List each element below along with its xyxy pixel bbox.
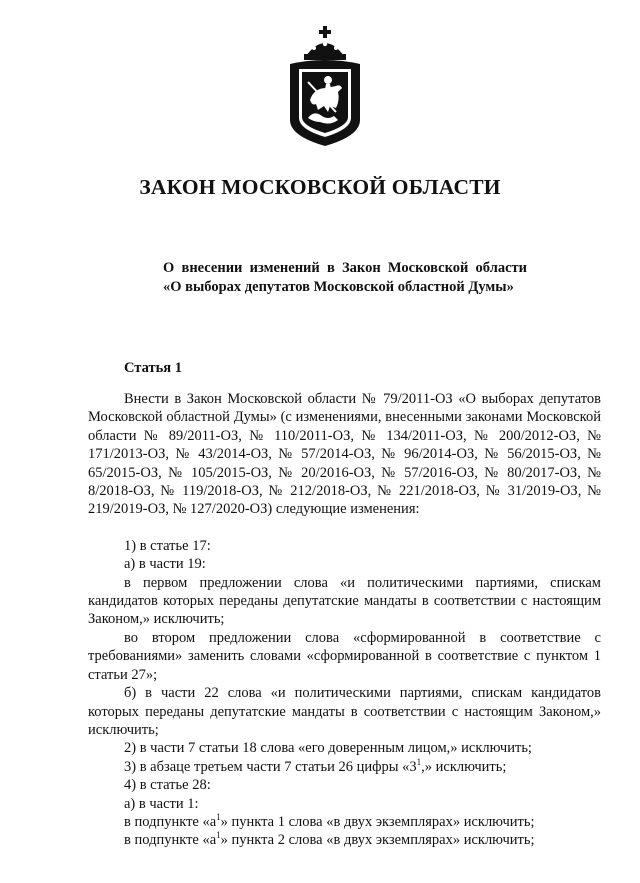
list-item: а) в части 19: <box>124 556 206 573</box>
text-segment: » пункта 2 слова «в двух экземплярах» исключить; <box>220 832 535 849</box>
superscript: 1 <box>416 756 422 767</box>
article-heading: Статья 1 <box>124 360 182 376</box>
list-item: во втором предложении слова «сформированной в соответствие с требованиями» заменить словами «сформированной в соответствие с пунктом 1 статьи 27»; <box>88 629 601 683</box>
superscript: 1 <box>216 812 221 823</box>
text-segment: 3) в абзаце третьем части 7 статьи 26 цифры «3 <box>124 758 417 775</box>
list-item: 2) в части 7 статьи 18 слова «его доверенным лицом,» исключить; <box>124 740 532 757</box>
list-item: 4) в статье 28: <box>124 777 211 794</box>
list-item <box>88 813 601 831</box>
intro-paragraph: Внести в Закон Московской области № 79/2011-ОЗ «О выборах депутатов Московской областной Думы» (с изменениями, внесенными законами Московской области № 89/2011-ОЗ, № 110/2011-ОЗ, № 134/2011-ОЗ, № 200/2012-ОЗ, № 171/2013-ОЗ, № 43/2014-ОЗ, № 57/2014-ОЗ, № 96/2014-ОЗ, № 56/2015-ОЗ, № 65/2015-ОЗ, № 105/2015-ОЗ, № 20/2016-ОЗ, № 57/2016-ОЗ, № 80/2017-ОЗ, № 8/2018-ОЗ, № 119/2018-ОЗ, № 212/2018-ОЗ, № 221/2018-ОЗ, № 31/2019-ОЗ, № 219/2019-ОЗ, № 127/2020-ОЗ) следующие изменения: <box>88 391 601 518</box>
list-item: в первом предложении слова «и политическими партиями, спискам кандидатов которых переданы депутатские мандаты в соответствии с настоящим Законом,» исключить; <box>88 574 601 628</box>
article-body <box>88 390 601 850</box>
text-segment: в подпункте «а <box>124 832 217 849</box>
list-item <box>88 831 601 849</box>
list-item: 1) в статье 17: <box>124 537 211 554</box>
law-subject: О внесении изменений в Закон Московской области «О выборах депутатов Московской областной Думы» <box>163 260 527 295</box>
coat-of-arms-icon <box>284 22 366 148</box>
law-title: ЗАКОН МОСКОВСКОЙ ОБЛАСТИ <box>139 175 501 199</box>
list-item <box>88 758 601 776</box>
superscript: 1 <box>216 830 221 841</box>
list-item: б) в части 22 слова «и политическими партиями, спискам кандидатов которых переданы депутатские мандаты в соответствии с настоящим Законом,» исключить; <box>88 685 601 738</box>
text-segment: в подпункте «а <box>124 813 217 830</box>
list-item: а) в части 1: <box>124 795 199 812</box>
text-segment: ,» исключить; <box>421 758 507 775</box>
text-segment: » пункта 1 слова «в двух экземплярах» исключить; <box>220 813 535 830</box>
